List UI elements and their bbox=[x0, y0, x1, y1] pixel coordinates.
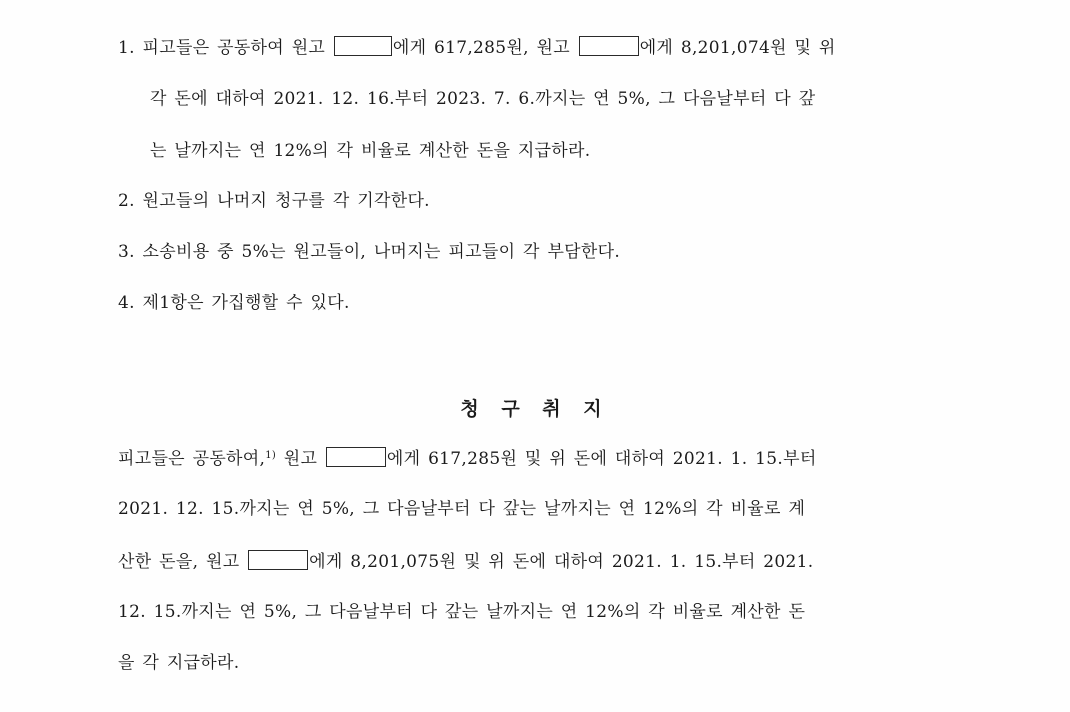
text-segment: 에게 8,201,075원 및 위 돈에 대하여 2021. 1. 15.부터 2021. bbox=[309, 552, 814, 572]
claim-line-4: 12. 15.까지는 연 5%, 그 다음날부터 다 갚는 날까지는 연 12%의 각 비율로 계산한 돈 bbox=[118, 602, 806, 622]
section-heading: 청 구 취 지 bbox=[460, 398, 610, 420]
text-segment: 원고 bbox=[276, 449, 325, 469]
order-item-1-line-1 bbox=[118, 36, 836, 59]
redacted-name-box bbox=[326, 447, 386, 467]
footnote-marker: 1) bbox=[265, 450, 277, 461]
redacted-name-box bbox=[579, 36, 639, 56]
order-item-1-line-3: 는 날까지는 연 12%의 각 비율로 계산한 돈을 지급하라. bbox=[150, 141, 591, 161]
redacted-name-box bbox=[334, 36, 392, 56]
text-segment: 에게 617,285원, 원고 bbox=[392, 38, 578, 58]
text-segment: 에게 8,201,074원 및 위 bbox=[639, 38, 836, 58]
text-segment: 에게 617,285원 및 위 돈에 대하여 2021. 1. 15.부터 bbox=[386, 449, 817, 469]
order-item-1-line-2: 각 돈에 대하여 2021. 12. 16.부터 2023. 7. 6.까지는 연 5%, 그 다음날부터 다 갚 bbox=[150, 89, 816, 109]
order-item-2: 2. 원고들의 나머지 청구를 각 기각한다. bbox=[118, 191, 430, 211]
redacted-name-box bbox=[248, 550, 308, 570]
claim-line-2: 2021. 12. 15.까지는 연 5%, 그 다음날부터 다 갚는 날까지는 연 12%의 각 비율로 계 bbox=[118, 499, 806, 519]
order-item-4: 4. 제1항은 가집행할 수 있다. bbox=[118, 293, 350, 313]
text-segment: 1. 피고들은 공동하여 원고 bbox=[118, 38, 333, 58]
order-item-3: 3. 소송비용 중 5%는 원고들이, 나머지는 피고들이 각 부담한다. bbox=[118, 242, 621, 262]
claim-line-5: 을 각 지급하라. bbox=[118, 653, 240, 673]
claim-line-3 bbox=[118, 550, 813, 573]
text-segment: 피고들은 공동하여, bbox=[118, 449, 266, 469]
claim-line-1 bbox=[118, 447, 817, 470]
text-segment: 산한 돈을, 원고 bbox=[118, 552, 248, 572]
